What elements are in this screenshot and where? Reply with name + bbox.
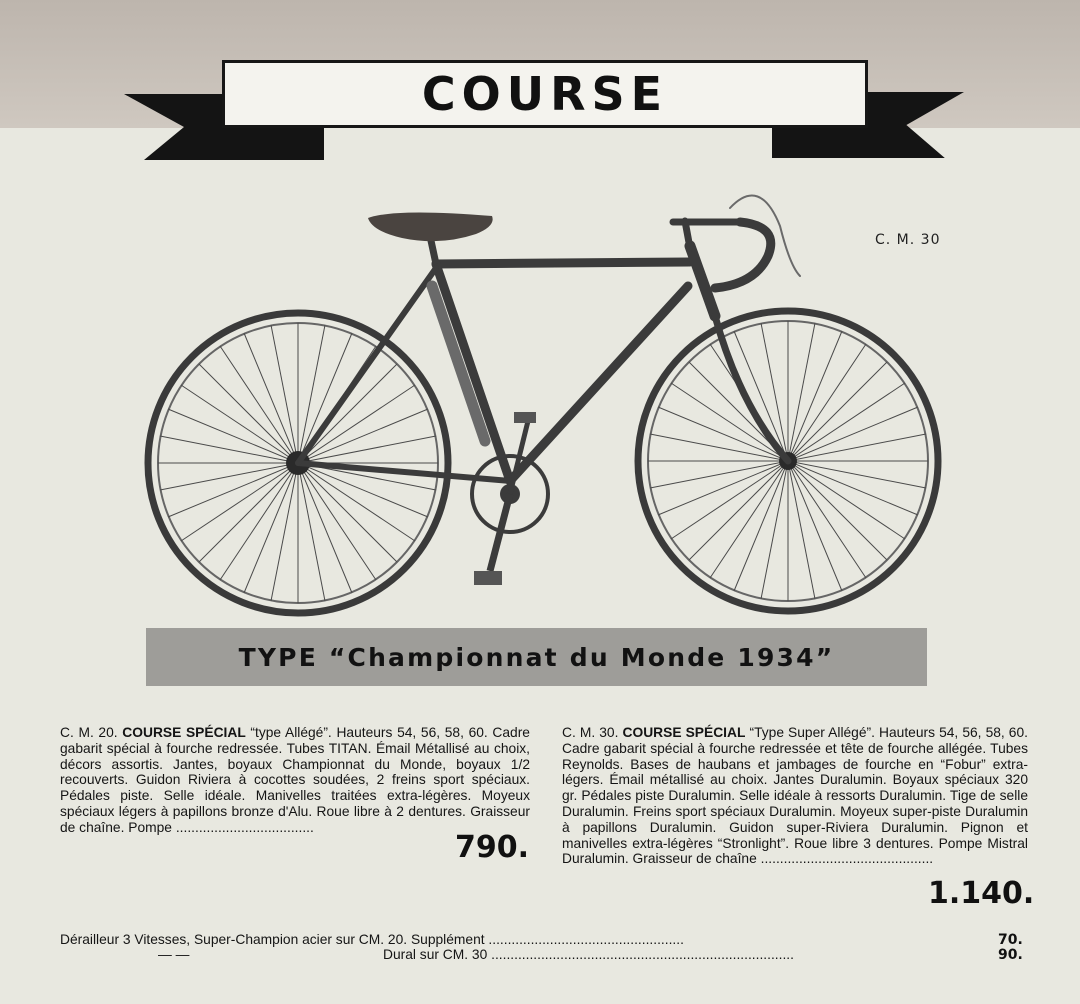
model-cm20-subtitle: “type Allégé”.	[250, 725, 332, 740]
model-cm20-code: C. M. 20.	[60, 725, 118, 740]
model-cm30-description	[562, 725, 1028, 867]
saddle	[368, 212, 493, 264]
page-title: COURSE	[421, 67, 669, 121]
type-banner-text: TYPE “Championnat du Monde 1934”	[238, 642, 835, 672]
option-derailleur-leader-dots: ...................................................	[488, 932, 684, 947]
option-derailleur-price: 70.	[998, 932, 1023, 948]
model-cm20-name: COURSE SPÉCIAL	[122, 725, 246, 740]
model-cm30-name: COURSE SPÉCIAL	[622, 725, 746, 740]
bicycle-illustration	[140, 176, 960, 626]
model-cm30-price: 1.140.	[928, 876, 1035, 911]
type-banner	[146, 628, 927, 686]
model-cm30-leader-dots: .............................................	[756, 851, 934, 867]
bicycle-frame	[298, 246, 788, 481]
option-derailleur-label: Dérailleur 3 Vitesses, Super-Champion acier sur CM. 20. Supplément ...................................................	[60, 932, 684, 947]
option-dural-leader-dots: ...............................................................................	[491, 947, 794, 962]
model-cm20-text: Hauteurs 54, 56, 58, 60. Cadre gabarit spécial à fourche redressée. Tubes TITAN. Émail Métallisé au choix, décors assortis. Jantes, boyaux Championnat du Monde, boyaux 1/2 recouverts. Guidon Riviera à cocottes soudées, 2 freins sport spéciaux. Pédales piste. Selle idéale. Manivelles traitées extra-légères. Moyeux spéciaux légers à papillons bronze d'Alu. Roue libre à 2 dentures. Graisseur de chaîne. Pompe	[60, 725, 530, 835]
model-cm30-text: Hauteurs 54, 56, 58, 60. Cadre gabarit spécial à fourche redressée et tête de fourche allégée. Tubes Reynolds. Bases de haubans et jambages de fourche en “Fobur” extra-légers. Émail métallisé au choix. Jantes Duralumin. Boyaux spéciaux 320 gr. Pédales piste Duralumin. Selle idéale à ressorts Duralumin. Tige de selle Duralumin. Freins sport spéciaux Duralumin. Moyeux super-piste Duralumin à papillons Duralumin. Guidon super-Riviera Duralumin. Pignon et manivelles extra-légères “Stronlight”. Roue libre 3 dentures. Pompe Mistral Duralumin. Graisseur de chaîne	[562, 725, 1028, 867]
model-cm20-price: 790.	[455, 830, 530, 865]
model-cm30-subtitle: “Type Super Allégé”.	[749, 725, 875, 740]
option-dural-price: 90.	[998, 947, 1023, 963]
option-dural-label: Dural sur CM. 30 ...............................................................................	[383, 947, 794, 962]
photo-model-code: C. M. 30	[875, 232, 941, 248]
handlebar	[673, 196, 800, 288]
option-dural-ditto: — —	[158, 947, 190, 962]
model-cm30-code: C. M. 30.	[562, 725, 619, 740]
header-banner	[222, 60, 868, 128]
model-cm20-description	[60, 725, 530, 836]
model-cm20-leader-dots: ....................................	[172, 819, 314, 835]
